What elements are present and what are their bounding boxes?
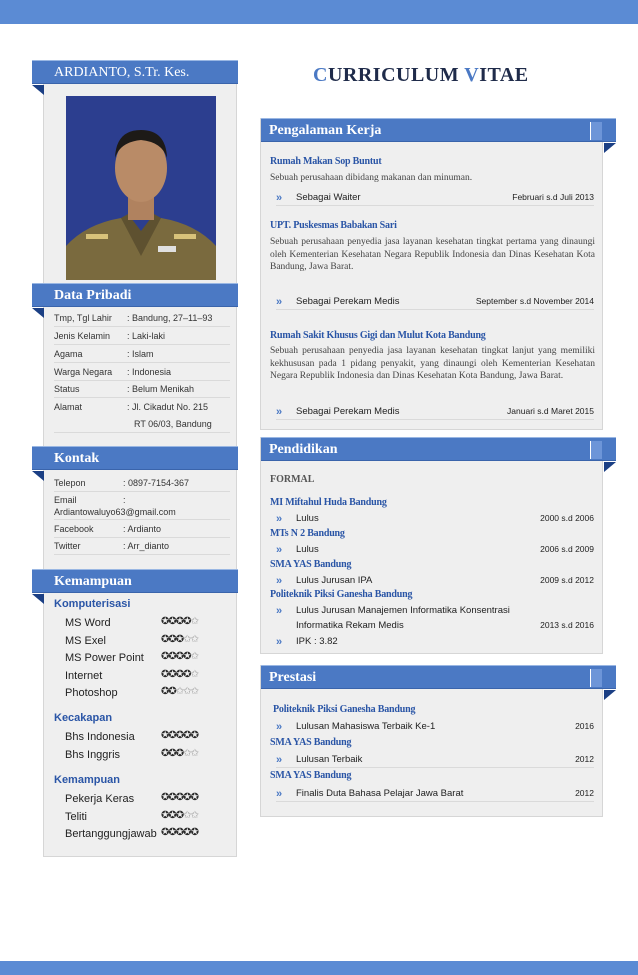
skill-row [65,615,225,631]
section-header-kemampuan [32,569,238,593]
achievement-year: 2012 [575,788,594,798]
person-portrait-icon [66,96,216,280]
title-initial: V [464,64,480,86]
profile-photo [66,96,216,280]
school-name: Politeknik Piksi Ganesha Bandung [270,589,413,600]
section-header-pengalaman [261,118,616,142]
section-header-pendidikan [261,437,616,461]
star-rating [161,616,198,627]
education-row [276,603,594,619]
ribbon-fold [32,308,44,318]
double-chevron-right-icon: » [276,192,283,204]
job-row [276,190,594,206]
education-detail: Lulus Jurusan IPA [296,575,373,586]
education-row [276,573,594,589]
star-icon: ✪ [168,633,176,645]
star-icon: ✩ [190,809,198,821]
star-icon: ✪ [161,809,169,821]
achievement-org: SMA YAS Bandung [270,770,352,781]
education-type-label: FORMAL [270,474,315,485]
star-icon: ✪ [190,827,198,838]
skill-name: Teliti [65,810,88,823]
job-role: Sebagai Perekam Medis [296,406,400,417]
job-role: Sebagai Perekam Medis [296,296,400,307]
star-icon: ✪ [190,792,198,803]
employer-description: Sebuah perusahaan dibidang makanan dan minuman. [270,173,473,183]
star-icon: ✪ [175,730,184,741]
title-initial: C [313,64,328,86]
employer-name: UPT. Puskesmas Babakan Sari [270,220,397,231]
education-date: 2006 s.d 2009 [540,544,594,554]
job-date: September s.d November 2014 [475,296,594,306]
achievement-row [276,719,594,735]
skill-name: Bertanggungjawab [65,828,157,840]
section-title: Prestasi [269,670,317,685]
star-rating [161,810,198,821]
star-rating [161,792,198,803]
skill-row [65,791,225,807]
contact-row [54,475,230,492]
education-row [276,511,594,527]
ribbon-fold [32,85,44,95]
info-key: Jenis Kelamin [54,331,111,341]
info-key: Facebook [54,524,94,534]
phone-value: : 0897-7154-367 [123,478,190,488]
job-date: Januari s.d Maret 2015 [507,406,594,416]
double-chevron-right-icon: » [276,513,283,525]
double-chevron-right-icon: » [276,406,283,418]
email-value[interactable]: Ardiantowaluyo63@gmail.com [54,507,176,517]
star-icon: ✪ [168,792,176,803]
school-name: MI Miftahul Huda Bandung [270,497,387,508]
section-title: Pendidikan [269,442,338,457]
section-header-data-pribadi [32,283,238,307]
ribbon-fold [604,690,616,700]
info-key: Warga Negara [54,367,113,377]
star-icon: ✪ [161,792,169,803]
facebook-value[interactable]: : Ardianto [123,524,162,534]
title-part: URRICULUM [327,64,465,86]
achievement-row [276,752,594,768]
info-row [54,328,230,345]
achievement-title: Lulusan Mahasiswa Terbaik Ke-1 [296,721,436,732]
skill-row [65,668,225,684]
info-key: Alamat [54,402,83,412]
achievement-row [276,786,594,802]
star-icon: ✩ [190,747,198,759]
job-row [276,404,594,420]
star-icon: ✪ [175,633,184,645]
star-icon: ✪ [161,616,169,627]
achievement-org: Politeknik Piksi Ganesha Bandung [273,704,416,715]
star-icon: ✪ [168,651,176,662]
skill-name: Pekerja Keras [65,793,135,805]
info-row [54,399,230,416]
double-chevron-right-icon: » [276,754,283,766]
skill-row [65,685,225,701]
twitter-value[interactable]: : Arr_dianto [123,541,170,551]
education-date: 2009 s.d 2012 [540,575,594,585]
double-chevron-right-icon: » [276,544,283,556]
double-chevron-right-icon: » [276,636,283,648]
header-cap [590,122,602,140]
skill-row [65,747,225,763]
info-value: : Bandung, 27–11–93 [127,313,213,323]
star-icon: ✪ [183,651,191,662]
star-icon: ✩ [190,686,198,697]
bottom-decor-bar [0,961,638,975]
education-detail: Informatika Rekam Medis [296,620,404,631]
star-icon: ✪ [161,668,169,680]
skill-row [65,729,225,745]
star-icon: ✪ [175,827,184,838]
star-icon: ✩ [183,809,191,821]
info-row [54,364,230,381]
job-date: Februari s.d Juli 2013 [512,192,594,202]
skill-row [65,633,225,649]
ribbon-fold [32,471,44,481]
info-value: : Belum Menikah [127,384,195,394]
skill-name: MS Exel [65,634,106,647]
star-rating [161,634,198,645]
star-icon: ✩ [190,616,198,627]
section-title: Data Pribadi [54,288,132,303]
skill-row [65,650,225,666]
info-value: : Indonesia [127,367,172,377]
education-date: 2013 s.d 2016 [540,620,594,630]
info-value: : Islam [127,349,154,359]
info-key: Telepon [54,478,86,488]
title-part: ITAE [479,64,529,86]
full-name: ARDIANTO, S.Tr. Kes. [54,65,190,80]
info-row-address-cont [54,416,230,433]
star-icon: ✪ [175,747,184,759]
education-detail: Lulus Jurusan Manajemen Informatika Konsentrasi [296,605,510,616]
skill-group-title: Kecakapan [54,712,113,724]
ribbon-fold [604,143,616,153]
employer-description: Sebuah perusahaan penyedia jasa layanan kesehatan tingkat pertama yang dinaungi oleh Kementerian Kesehatan Negara Republik Indonesia dan Dinas Kesehatan Kota Bandung, Jawa Barat. [270,237,595,272]
achievement-year: 2012 [575,754,594,764]
star-icon: ✪ [183,827,191,838]
double-chevron-right-icon: » [276,296,283,308]
star-icon: ✩ [183,747,191,759]
section-header-kontak [32,446,238,470]
star-icon: ✪ [175,616,184,627]
info-row [54,381,230,398]
name-header [32,60,238,84]
achievement-org: SMA YAS Bandung [270,737,352,748]
achievement-year: 2016 [575,721,594,731]
school-name: MTs N 2 Bandung [270,528,345,539]
star-icon: ✪ [168,747,176,759]
section-title: Kontak [54,451,100,466]
info-key: Tmp, Tgl Lahir [54,313,112,323]
star-icon: ✪ [183,668,191,680]
skill-group-title: Komputerisasi [54,598,131,610]
star-icon: ✪ [168,827,176,838]
section-title: Kemampuan [54,574,132,589]
star-icon: ✩ [190,668,198,680]
school-name: SMA YAS Bandung [270,559,352,570]
info-value: : Laki-laki [127,331,166,341]
section-header-prestasi [261,665,616,689]
info-value: : [123,495,126,505]
achievement-title: Lulusan Terbaik [296,754,363,765]
star-icon: ✪ [168,668,176,680]
education-row [276,618,594,634]
double-chevron-right-icon: » [276,788,283,800]
document-title [313,64,529,87]
contact-row [54,492,230,520]
info-key: Email [54,495,77,505]
star-icon: ✪ [161,651,169,662]
star-icon: ✩ [183,633,191,645]
education-detail: Lulus [296,544,319,555]
star-icon: ✪ [161,730,169,741]
top-decor-bar [0,0,638,24]
star-icon: ✪ [161,747,169,759]
info-key: Twitter [54,541,81,551]
star-icon: ✪ [168,730,176,741]
double-chevron-right-icon: » [276,605,283,617]
skill-row [65,809,225,825]
star-rating [161,686,198,697]
achievement-title: Finalis Duta Bahasa Pelajar Jawa Barat [296,788,464,799]
star-icon: ✪ [183,616,191,627]
info-value: RT 06/03, Bandung [134,419,212,429]
star-icon: ✪ [168,686,176,697]
section-title: Pengalaman Kerja [269,123,382,138]
star-icon: ✩ [190,651,198,662]
header-cap [590,441,602,459]
skill-name: Internet [65,669,103,682]
double-chevron-right-icon: » [276,721,283,733]
star-icon: ✪ [190,730,198,741]
info-row [54,346,230,363]
education-date: 2000 s.d 2006 [540,513,594,523]
skill-name: Bhs Inggris [65,748,121,761]
star-rating [161,748,198,759]
education-detail: Lulus [296,513,319,524]
star-icon: ✪ [175,792,184,803]
info-value: : Jl. Cikadut No. 215 [127,402,209,412]
education-row [276,634,594,650]
employer-name: Rumah Makan Sop Buntut [270,156,382,167]
star-icon: ✩ [183,686,191,697]
star-icon: ✪ [175,651,184,662]
star-icon: ✪ [175,809,184,821]
skill-name: Bhs Indonesia [65,731,135,743]
star-icon: ✪ [183,730,191,741]
star-icon: ✪ [161,827,169,838]
star-icon: ✪ [168,616,176,627]
job-role: Sebagai Waiter [296,192,361,203]
ribbon-fold [32,594,44,604]
star-icon: ✪ [175,668,184,680]
star-icon: ✩ [175,686,184,697]
ribbon-fold [604,462,616,472]
star-icon: ✪ [183,792,191,803]
employer-description: Sebuah perusahaan penyedia jasa layanan kesehatan tingkat lanjut yang memiliki kekhususan pada 1 pidang penyakit, yang dinaungi oleh Kementerian Kesehatan Negara Republik Indonesia dan Dinas Kesehatan Kota Bandung, Jawa Barat. [270,346,595,381]
skill-row [65,826,225,842]
skill-name: MS Word [65,617,111,629]
star-icon: ✩ [190,633,198,645]
employer-name: Rumah Sakit Khusus Gigi dan Mulut Kota Bandung [270,330,486,341]
contact-row [54,521,230,538]
star-icon: ✪ [161,633,169,645]
info-row [54,310,230,327]
header-cap [590,669,602,687]
star-icon: ✪ [168,809,176,821]
contact-row [54,538,230,555]
skill-group-title: Kemampuan [54,774,121,786]
star-rating [161,669,198,680]
info-key: Status [54,384,80,394]
education-detail: IPK : 3.82 [296,636,338,647]
star-icon: ✪ [161,686,169,697]
star-rating [161,651,198,662]
star-rating [161,730,198,741]
double-chevron-right-icon: » [276,575,283,587]
info-key: Agama [54,349,83,359]
skill-name: Photoshop [65,687,118,699]
star-rating [161,827,198,838]
education-row [276,542,594,558]
job-row [276,294,594,310]
skill-name: MS Power Point [65,652,144,664]
